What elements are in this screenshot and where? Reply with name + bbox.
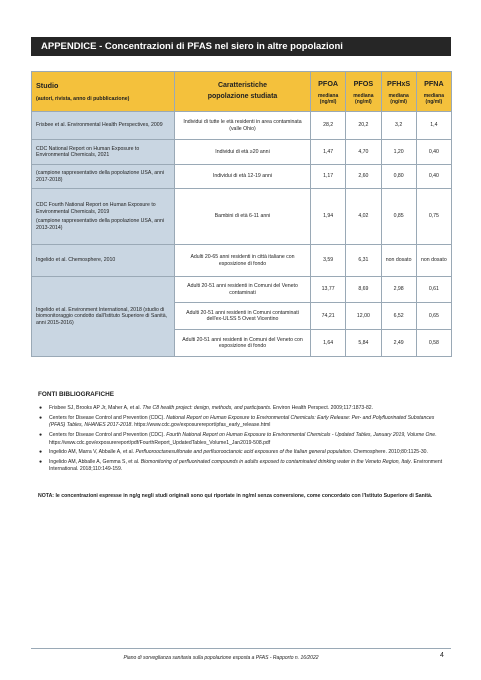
pfna-value: 0,58 bbox=[416, 330, 451, 357]
reference-authors: Centers for Disease Control and Prevention (CDC). bbox=[49, 431, 167, 438]
study-cell: Ingelido et al. Chemosphere, 2010 bbox=[32, 245, 175, 277]
pfhxs-value: non dosato bbox=[381, 245, 416, 277]
pfna-value: 0,61 bbox=[416, 277, 451, 303]
table-row bbox=[32, 112, 452, 140]
references-list bbox=[38, 405, 448, 476]
reference-source: . Chemosphere. 2010;80:1125-30. bbox=[350, 449, 428, 456]
pfos-value: 8,69 bbox=[346, 277, 381, 303]
reference-source: . Environment International. 2018;110:149-159. bbox=[49, 458, 443, 473]
pfoa-value: 3,59 bbox=[311, 245, 346, 277]
reference-title: Fourth National Report on Human Exposure to Environmental Chemicals - Updated Tables, January 2019, Volume One bbox=[166, 431, 436, 438]
header-pfna bbox=[416, 72, 451, 112]
study-cell: Frisbee et al. Environmental Health Perspectives, 2009 bbox=[32, 112, 175, 140]
pfhxs-value: 0,80 bbox=[381, 165, 416, 189]
header-study-sub: (autori, rivista, anno di pubblicazione) bbox=[36, 95, 130, 102]
population-cell: Adulti 20-51 anni residenti in Comuni del Veneto con esposizione di fondo bbox=[175, 330, 311, 357]
table-row bbox=[32, 140, 452, 165]
bullet-icon: ● bbox=[39, 458, 43, 465]
pfoa-value: 74,21 bbox=[311, 303, 346, 330]
header-pfoa bbox=[311, 72, 346, 112]
pfhxs-value: 6,52 bbox=[381, 303, 416, 330]
header-pfos-name: PFOS bbox=[353, 78, 374, 88]
pfos-value: 12,00 bbox=[346, 303, 381, 330]
footer-report-title: Piano di sorveglianza sanitaria sulla popolazione esposta a PFAS - Rapporto n. 16/2022 bbox=[123, 655, 319, 661]
study-sample: (campione rappresentativo della popolazione USA, anni 2013-2014) bbox=[36, 218, 165, 231]
reference-item bbox=[38, 432, 448, 447]
header-study bbox=[32, 72, 175, 112]
reference-item bbox=[38, 449, 448, 457]
pfoa-value: 1,64 bbox=[311, 330, 346, 357]
table-row bbox=[32, 189, 452, 245]
bullet-icon: ● bbox=[39, 449, 43, 456]
pfhxs-value: 1,20 bbox=[381, 140, 416, 165]
header-pop-line2: popolazione studiata bbox=[207, 92, 278, 100]
pfna-value: 1,4 bbox=[416, 112, 451, 140]
header-pfhxs-name: PFHxS bbox=[387, 78, 411, 88]
reference-title: The C8 health project: design, methods, and participants bbox=[142, 405, 271, 411]
pfoa-value: 13,77 bbox=[311, 277, 346, 303]
sources-title: FONTI BIBLIOGRAFICHE bbox=[38, 391, 114, 398]
pfna-value: 0,75 bbox=[416, 189, 451, 245]
pfoa-value: 1,94 bbox=[311, 189, 346, 245]
page-number: 4 bbox=[440, 652, 444, 659]
population-cell: Individui di tutte le età residenti in area contaminata (valle Ohio) bbox=[175, 112, 311, 140]
reference-title: Perfluorooctanesulfonate and perfluorooctanoic acid exposures of the Italian general population bbox=[135, 449, 351, 456]
reference-authors: Ingelido AM, Abballe A, Gemma S, et al. bbox=[49, 458, 141, 465]
study-cell: (campione rappresentativo della popolazione USA, anni 2017-2018) bbox=[32, 165, 175, 189]
pfos-value: 5,84 bbox=[346, 330, 381, 357]
study-cell bbox=[32, 189, 175, 245]
header-study-title: Studio bbox=[36, 80, 59, 90]
pfhxs-value: 2,98 bbox=[381, 277, 416, 303]
header-pfos-unit: mediana (ng/ml) bbox=[353, 92, 374, 105]
header-pop-line1: Caratteristiche bbox=[217, 82, 268, 90]
header-pfna-name: PFNA bbox=[424, 78, 444, 88]
reference-item bbox=[38, 459, 448, 474]
study-title: CDC Fourth National Report on Human Exposure to Environmental Chemicals, 2019 bbox=[36, 202, 156, 215]
pfos-value: 20,2 bbox=[346, 112, 381, 140]
header-pfhxs-unit: mediana (ng/ml) bbox=[388, 92, 409, 105]
header-population bbox=[175, 72, 311, 112]
pfoa-value: 28,2 bbox=[311, 112, 346, 140]
header-pfos bbox=[346, 72, 381, 112]
reference-title: Biomonitoring of perfluorinated compounds in adults exposed to contaminated drinking water in the Veneto Region, Italy bbox=[140, 458, 411, 465]
header-pfoa-unit: mediana (ng/ml) bbox=[317, 92, 339, 105]
pfos-value: 4,70 bbox=[346, 140, 381, 165]
bullet-icon: ● bbox=[39, 405, 43, 411]
table-row bbox=[32, 245, 452, 277]
population-cell: Individui di età 12-19 anni bbox=[175, 165, 311, 189]
note-text: NOTA: le concentrazioni espresse in ng/g negli studi originali sono qui riportate in ng/ml senza conversione, come concordato con l'Istituto Superiore di Sanità. bbox=[38, 493, 433, 499]
table-row bbox=[32, 277, 452, 303]
pfoa-value: 1,17 bbox=[311, 165, 346, 189]
reference-authors: Frisbee SJ, Brooks AP Jr, Maher A, et al. bbox=[49, 405, 143, 411]
header-pfoa-name: PFOA bbox=[318, 78, 339, 88]
study-cell: Ingelido et al. Environment International, 2018 (studio di biomonitoraggio condotto dall'Istituto Superiore di Sanità, anni 2015-2016) bbox=[32, 277, 175, 357]
table-header-row bbox=[32, 72, 452, 112]
pfna-value: 0,40 bbox=[416, 165, 451, 189]
pfna-value: 0,65 bbox=[416, 303, 451, 330]
reference-item bbox=[38, 405, 448, 413]
bullet-icon: ● bbox=[39, 414, 43, 421]
pfos-value: 6,31 bbox=[346, 245, 381, 277]
population-cell: Bambini di età 6-11 anni bbox=[175, 189, 311, 245]
population-cell: Individui di età ≥20 anni bbox=[175, 140, 311, 165]
bullet-icon: ● bbox=[39, 431, 43, 438]
pfoa-value: 1,47 bbox=[311, 140, 346, 165]
banner-title: APPENDICE - Concentrazioni di PFAS nel siero in altre popolazioni bbox=[41, 41, 343, 52]
pfas-table bbox=[31, 71, 452, 357]
header-pfhxs bbox=[381, 72, 416, 112]
reference-authors: Ingelido AM, Marra V, Abballe A, et al. bbox=[49, 449, 136, 456]
appendix-banner bbox=[31, 37, 451, 56]
pfos-value: 2,60 bbox=[346, 165, 381, 189]
reference-item bbox=[38, 415, 448, 430]
pfhxs-value: 3,2 bbox=[381, 112, 416, 140]
pfos-value: 4,02 bbox=[346, 189, 381, 245]
reference-source: . Environ Health Perspect. 2009;117:1873-82. bbox=[270, 405, 374, 411]
pfhxs-value: 0,85 bbox=[381, 189, 416, 245]
pfhxs-value: 2,49 bbox=[381, 330, 416, 357]
pfna-value: non dosato bbox=[416, 245, 451, 277]
population-cell: Adulti 20-51 anni residenti in Comuni del Veneto contaminati bbox=[175, 277, 311, 303]
table-row bbox=[32, 165, 452, 189]
reference-source: . https://www.cdc.gov/exposurereport/pfas_early_release.html bbox=[131, 422, 271, 429]
header-pfna-unit: mediana (ng/ml) bbox=[423, 92, 445, 105]
study-cell: CDC National Report on Human Exposure to Environmental Chemicals, 2021 bbox=[32, 140, 175, 165]
reference-title: National Report on Human Exposure to Environmental Chemicals: Early Release: Per- and Polyfluorinated Substances (PFAS) Tables, NHANES 2017-2018 bbox=[49, 414, 435, 429]
reference-authors: Centers for Disease Control and Prevention (CDC). bbox=[49, 414, 167, 421]
pfna-value: 0,40 bbox=[416, 140, 451, 165]
population-cell: Adulti 20-65 anni residenti in città italiane con esposizione di fondo bbox=[175, 245, 311, 277]
population-cell: Adulti 20-51 anni residenti in Comuni contaminati dell'ex-ULSS 5 Ovest Vicentino bbox=[175, 303, 311, 330]
footer-divider bbox=[31, 648, 451, 649]
reference-source: . https://www.cdc.gov/exposurereport/pdf/FourthReport_UpdatedTables_Volume1_Jan2019-508.pdf bbox=[49, 431, 437, 446]
